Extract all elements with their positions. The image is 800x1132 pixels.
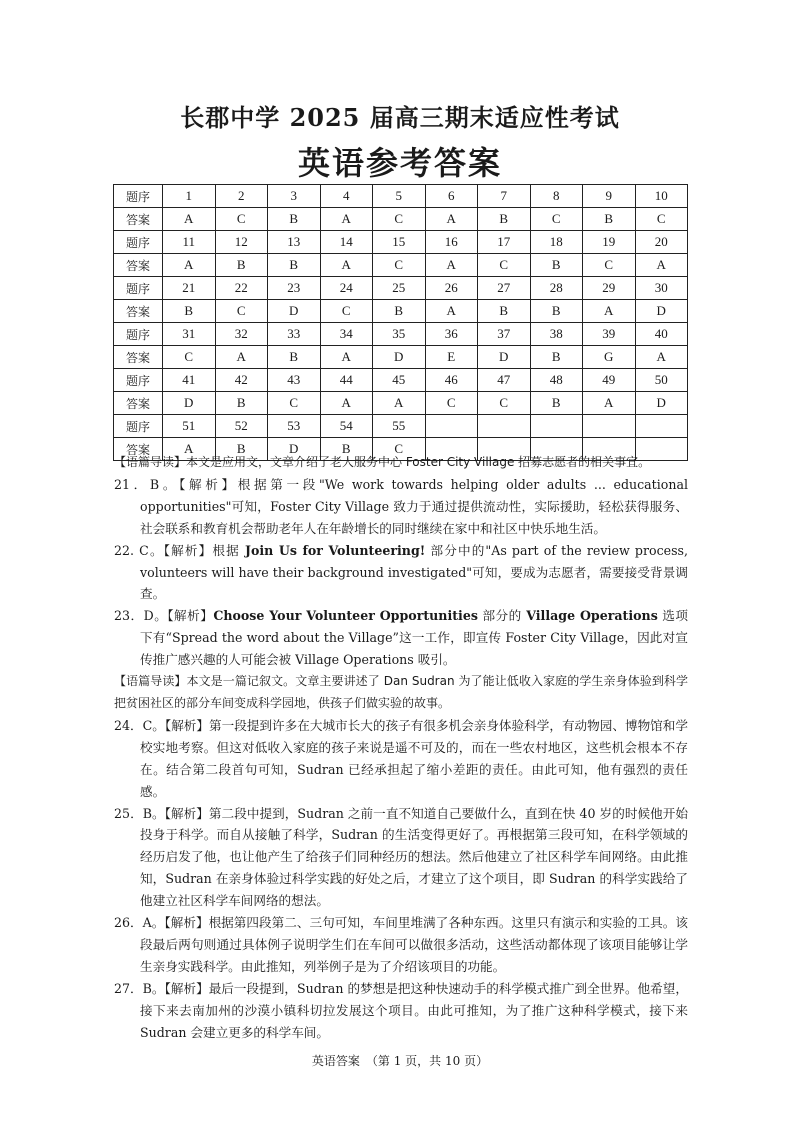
explanation-23-rest: 选项下有“Spread the word about the Village”这一工作，即宣传 Foster City Village，因此对宣传推广感兴趣的人可能会被 Village Operations 吸引。 xyxy=(140,608,688,668)
question-number-cell: 27 xyxy=(478,277,531,300)
answer-cell: C xyxy=(530,208,583,231)
exam-title: 长郡中学 2025 届高三期末适应性考试 xyxy=(180,103,620,132)
answer-cell: G xyxy=(583,346,636,369)
answer-cell: B xyxy=(215,438,268,461)
answer-cell: A xyxy=(425,254,478,277)
question-number-cell: 13 xyxy=(268,231,321,254)
question-number-cell: 36 xyxy=(425,323,478,346)
row-label: 题序 xyxy=(114,415,163,438)
explanation-23 xyxy=(114,605,688,671)
answer-cell: A xyxy=(635,346,688,369)
question-number-cell: 26 xyxy=(425,277,478,300)
answer-cell: B xyxy=(530,300,583,323)
table-row xyxy=(114,369,688,392)
row-label: 题序 xyxy=(114,369,163,392)
answer-cell: C xyxy=(583,254,636,277)
explanation-23-option: Village Operations xyxy=(526,608,658,624)
question-number-cell: 8 xyxy=(530,185,583,208)
question-number-cell: 5 xyxy=(373,185,426,208)
table-row xyxy=(114,392,688,415)
table-row xyxy=(114,208,688,231)
row-label: 题序 xyxy=(114,323,163,346)
question-number-cell xyxy=(530,415,583,438)
table-row xyxy=(114,277,688,300)
table-row xyxy=(114,346,688,369)
question-number-cell: 30 xyxy=(635,277,688,300)
answer-cell: B xyxy=(163,300,216,323)
question-number-cell xyxy=(583,415,636,438)
question-number-cell: 17 xyxy=(478,231,531,254)
answer-cell: A xyxy=(425,208,478,231)
answer-cell: D xyxy=(268,300,321,323)
answer-cell: C xyxy=(373,208,426,231)
answer-cell: C xyxy=(373,438,426,461)
answer-cell: A xyxy=(320,254,373,277)
page-footer: 英语答案 （第 1 页，共 10 页） xyxy=(311,1054,489,1068)
question-number-cell: 11 xyxy=(163,231,216,254)
row-label: 题序 xyxy=(114,185,163,208)
question-number-cell: 35 xyxy=(373,323,426,346)
answer-cell: B xyxy=(530,392,583,415)
answer-cell: A xyxy=(320,392,373,415)
row-label: 题序 xyxy=(114,277,163,300)
answer-cell: C xyxy=(268,392,321,415)
question-number-cell xyxy=(425,415,478,438)
question-number-cell: 46 xyxy=(425,369,478,392)
question-number-cell: 20 xyxy=(635,231,688,254)
answer-cell: C xyxy=(215,300,268,323)
question-number-cell: 24 xyxy=(320,277,373,300)
answer-cell: C xyxy=(425,392,478,415)
question-number-cell: 23 xyxy=(268,277,321,300)
answer-cell: C xyxy=(478,254,531,277)
answer-cell: D xyxy=(478,346,531,369)
answer-cell: B xyxy=(478,208,531,231)
table-row xyxy=(114,300,688,323)
question-number-cell: 4 xyxy=(320,185,373,208)
explanation-22-prefix: 22. C。【解析】根据 xyxy=(114,542,246,558)
answer-cell: A xyxy=(373,392,426,415)
question-number-cell: 9 xyxy=(583,185,636,208)
question-number-cell: 25 xyxy=(373,277,426,300)
question-number-cell: 14 xyxy=(320,231,373,254)
question-number-cell: 37 xyxy=(478,323,531,346)
explanation-23-text: 部分的 xyxy=(477,608,527,624)
question-number-cell: 49 xyxy=(583,369,636,392)
row-label: 答案 xyxy=(114,254,163,277)
explanation-23-prefix: 23．D。【解析】 xyxy=(114,608,214,624)
answer-cell: D xyxy=(635,392,688,415)
table-row xyxy=(114,185,688,208)
row-label: 答案 xyxy=(114,300,163,323)
answer-cell: A xyxy=(425,300,478,323)
answer-cell: B xyxy=(215,392,268,415)
passage-guide-1: 【语篇导读】本文是应用文，文章介绍了老人服务中心 Foster City Village 招募志愿者的相关事宜。 xyxy=(114,455,651,469)
table-row xyxy=(114,415,688,438)
question-number-cell: 51 xyxy=(163,415,216,438)
answer-cell: B xyxy=(268,208,321,231)
answer-cell: C xyxy=(635,208,688,231)
answer-cell: D xyxy=(635,300,688,323)
question-number-cell: 50 xyxy=(635,369,688,392)
question-number-cell: 54 xyxy=(320,415,373,438)
question-number-cell: 33 xyxy=(268,323,321,346)
row-label: 答案 xyxy=(114,438,163,461)
answer-cell: B xyxy=(320,438,373,461)
question-number-cell: 1 xyxy=(163,185,216,208)
question-number-cell: 43 xyxy=(268,369,321,392)
question-number-cell: 34 xyxy=(320,323,373,346)
question-number-cell: 39 xyxy=(583,323,636,346)
explanation-22-heading: Join Us for Volunteering! xyxy=(245,542,426,558)
answer-cell: C xyxy=(320,300,373,323)
answer-cell: D xyxy=(373,346,426,369)
answer-cell: A xyxy=(320,346,373,369)
answer-cell: A xyxy=(163,438,216,461)
explanations xyxy=(114,452,688,1043)
question-number-cell xyxy=(478,415,531,438)
question-number-cell: 38 xyxy=(530,323,583,346)
explanation-22-rest: 部分中的"As part of the review process, volunteers will have their background investigated"可知，要成为志愿者，需要接受背景调查。 xyxy=(140,542,689,602)
answer-cell: A xyxy=(583,300,636,323)
answer-cell: B xyxy=(530,346,583,369)
question-number-cell: 6 xyxy=(425,185,478,208)
explanation-23-heading: Choose Your Volunteer Opportunities xyxy=(213,608,478,624)
explanation-24: 24．C。【解析】第一段提到许多在大城市长大的孩子有很多机会亲身体验科学，有动物园、博物馆和学校实地考察。但这对低收入家庭的孩子来说是遥不可及的，而在一些农村地区，这些机会根本不存在。结合第二段首句可知，Sudran 已经承担起了缩小差距的责任。由此可知，他有强烈的责任感。 xyxy=(114,717,688,799)
passage-guide-2: 【语篇导读】本文是一篇记叙文。文章主要讲述了 Dan Sudran 为了能让低收入家庭的学生亲身体验到科学把贫困社区的部分车间变成科学园地，供孩子们做实验的故事。 xyxy=(114,674,688,710)
question-number-cell: 18 xyxy=(530,231,583,254)
answer-cell: C xyxy=(163,346,216,369)
question-number-cell: 55 xyxy=(373,415,426,438)
answer-cell: A xyxy=(583,392,636,415)
question-number-cell: 44 xyxy=(320,369,373,392)
answer-cell: B xyxy=(373,300,426,323)
answer-cell: B xyxy=(478,300,531,323)
table-row xyxy=(114,231,688,254)
row-label: 答案 xyxy=(114,392,163,415)
question-number-cell: 28 xyxy=(530,277,583,300)
answer-cell: C xyxy=(373,254,426,277)
question-number-cell: 29 xyxy=(583,277,636,300)
answer-cell: E xyxy=(425,346,478,369)
row-label: 题序 xyxy=(114,231,163,254)
question-number-cell: 48 xyxy=(530,369,583,392)
explanation-25: 25．B。【解析】第二段中提到，Sudran 之前一直不知道自己要做什么，直到在快 40 岁的时候他开始投身于科学。而自从接触了科学，Sudran 的生活变得更好了。再根据第三段可知，在科学领域的经历启发了他，也让他产生了给孩子们同种经历的想法。然后他建立了社区科学车间网络。由此推知，Sudran 在亲身体验过科学实践的好处之后，才建立了这个项目，即 Sudran 的科学实践给了他建立社区科学车间网络的想法。 xyxy=(114,805,688,909)
answer-cell: A xyxy=(635,254,688,277)
question-number-cell: 32 xyxy=(215,323,268,346)
answer-table xyxy=(113,184,688,461)
question-number-cell: 10 xyxy=(635,185,688,208)
table-row xyxy=(114,254,688,277)
answer-cell: C xyxy=(478,392,531,415)
answer-cell: B xyxy=(215,254,268,277)
question-number-cell: 16 xyxy=(425,231,478,254)
explanation-26: 26．A。【解析】根据第四段第二、三句可知，车间里堆满了各种东西。这里只有演示和实验的工具。该段最后两句则通过具体例子说明学生们在车间可以做很多活动，这些活动都体现了该项目能够让学生亲身实践科学。由此推知，列举例子是为了介绍该项目的功能。 xyxy=(114,915,688,974)
answer-cell: A xyxy=(320,208,373,231)
row-label: 答案 xyxy=(114,208,163,231)
answer-cell: B xyxy=(268,346,321,369)
answer-cell: B xyxy=(530,254,583,277)
question-number-cell: 15 xyxy=(373,231,426,254)
answer-cell: A xyxy=(215,346,268,369)
explanation-21: 21．B。【解析】根据第一段"We work towards helping older adults ... educational opportunities"可知，Foster City Village 致力于通过提供流动性，实际援助，轻松获得服务、社会联系和教育机会帮助老年人在年龄增长的同时继续在家中和社区中快乐地生活。 xyxy=(114,476,688,536)
question-number-cell: 31 xyxy=(163,323,216,346)
question-number-cell: 45 xyxy=(373,369,426,392)
question-number-cell: 12 xyxy=(215,231,268,254)
row-label: 答案 xyxy=(114,346,163,369)
answer-cell: D xyxy=(163,392,216,415)
question-number-cell: 19 xyxy=(583,231,636,254)
explanation-27: 27．B。【解析】最后一段提到，Sudran 的梦想是把这种快速动手的科学模式推广到全世界。他希望，接下来去南加州的沙漠小镇科切拉发展这个项目。由此可推知，为了推广这种科学模式，接下来 Sudran 会建立更多的科学车间。 xyxy=(114,980,688,1040)
question-number-cell: 41 xyxy=(163,369,216,392)
question-number-cell: 3 xyxy=(268,185,321,208)
question-number-cell xyxy=(635,415,688,438)
answer-cell: C xyxy=(215,208,268,231)
answer-cell: A xyxy=(163,208,216,231)
question-number-cell: 42 xyxy=(215,369,268,392)
question-number-cell: 21 xyxy=(163,277,216,300)
answer-cell: B xyxy=(268,254,321,277)
answer-cell: A xyxy=(163,254,216,277)
question-number-cell: 47 xyxy=(478,369,531,392)
question-number-cell: 2 xyxy=(215,185,268,208)
question-number-cell: 53 xyxy=(268,415,321,438)
answer-cell: D xyxy=(268,438,321,461)
explanation-22 xyxy=(114,540,688,606)
page-title: 英语参考答案 xyxy=(297,144,502,182)
question-number-cell: 52 xyxy=(215,415,268,438)
table-row xyxy=(114,323,688,346)
question-number-cell: 22 xyxy=(215,277,268,300)
question-number-cell: 40 xyxy=(635,323,688,346)
answer-cell: B xyxy=(583,208,636,231)
question-number-cell: 7 xyxy=(478,185,531,208)
